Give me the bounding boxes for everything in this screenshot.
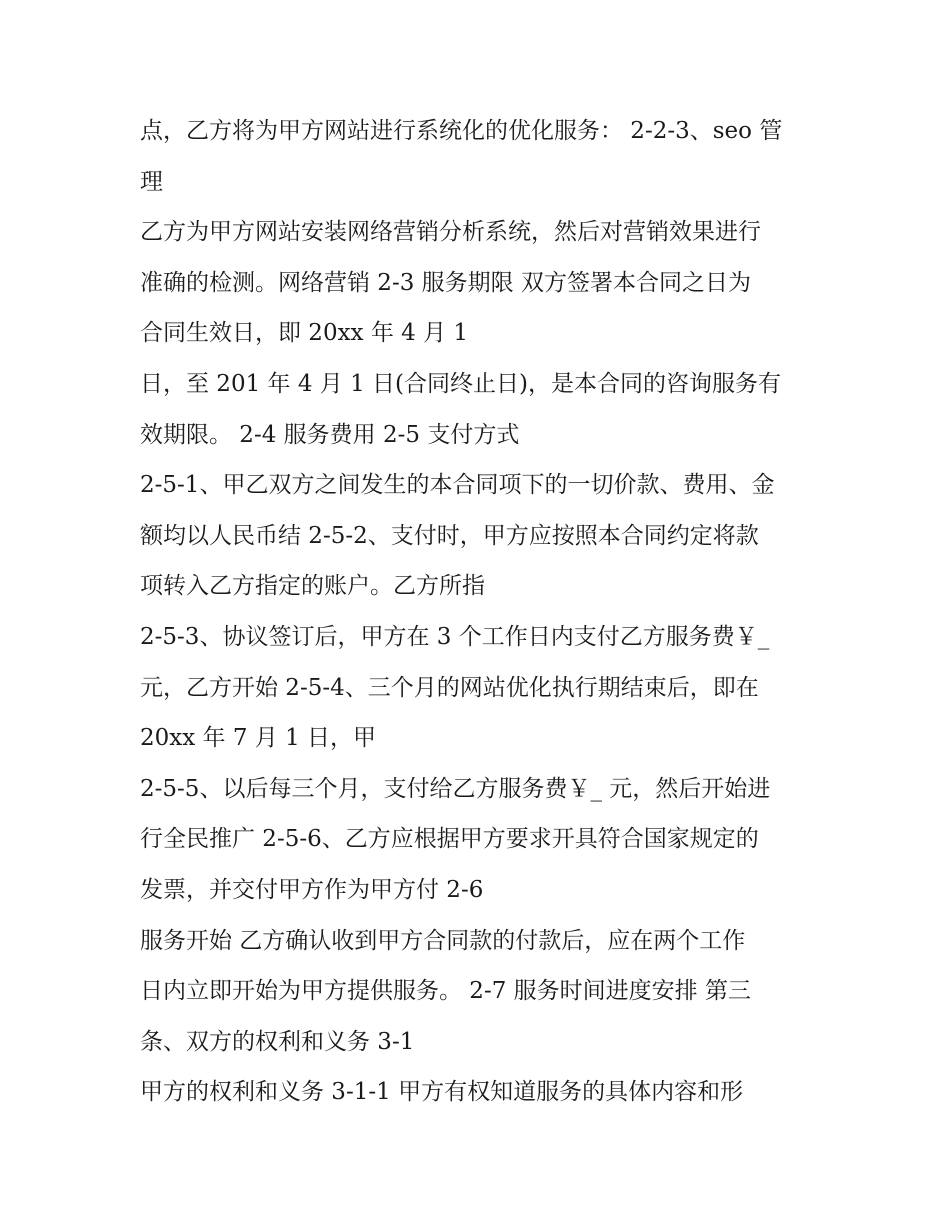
text-line: 2-5-5、以后每三个月，支付给乙方服务费￥_ 元，然后开始进: [140, 775, 771, 802]
text-line: 发票，并交付甲方作为甲方付 2-6: [140, 876, 484, 903]
text-line: 理: [140, 168, 163, 195]
text-line: 行全民推广 2-5-6、乙方应根据甲方要求开具符合国家规定的: [140, 826, 759, 853]
text-line: 日内立即开始为甲方提供服务。 2-7 服务时间进度安排 第三: [140, 978, 751, 1005]
text-line: 2-5-1、甲乙双方之间发生的本合同项下的一切价款、费用、金: [140, 472, 775, 499]
text-line: 效期限。 2-4 服务费用 2-5 支付方式: [140, 421, 520, 448]
text-line: 日，至 201 年 4 月 1 日(合同终止日)，是本合同的咨询服务有: [140, 370, 781, 397]
text-line: 额均以人民币结 2-5-2、支付时，甲方应按照本合同约定将款: [140, 522, 759, 549]
text-line: 服务开始 乙方确认收到甲方合同款的付款后，应在两个工作: [140, 927, 746, 954]
text-line: 2-5-3、协议签订后，甲方在 3 个工作日内支付乙方服务费￥_: [140, 623, 770, 650]
document-body: [140, 106, 830, 1118]
text-line: 元，乙方开始 2-5-4、三个月的网站优化执行期结束后，即在: [140, 674, 759, 701]
text-line: 甲方的权利和义务 3-1-1 甲方有权知道服务的具体内容和形: [140, 1079, 744, 1106]
text-line: 合同生效日，即 20xx 年 4 月 1: [140, 320, 469, 347]
text-line: 条、双方的权利和义务 3-1: [140, 1028, 415, 1055]
text-line: 准确的检测。网络营销 2-3 服务期限 双方签署本合同之日为: [140, 269, 751, 296]
text-line: 点，乙方将为甲方网站进行系统化的优化服务： 2-2-3、seo 管: [140, 118, 783, 144]
text-line: 项转入乙方指定的账户。乙方所指: [140, 573, 485, 600]
text-line: 20xx 年 7 月 1 日，甲: [140, 725, 377, 752]
text-line: 乙方为甲方网站安装网络营销分析系统，然后对营销效果进行: [140, 219, 761, 246]
